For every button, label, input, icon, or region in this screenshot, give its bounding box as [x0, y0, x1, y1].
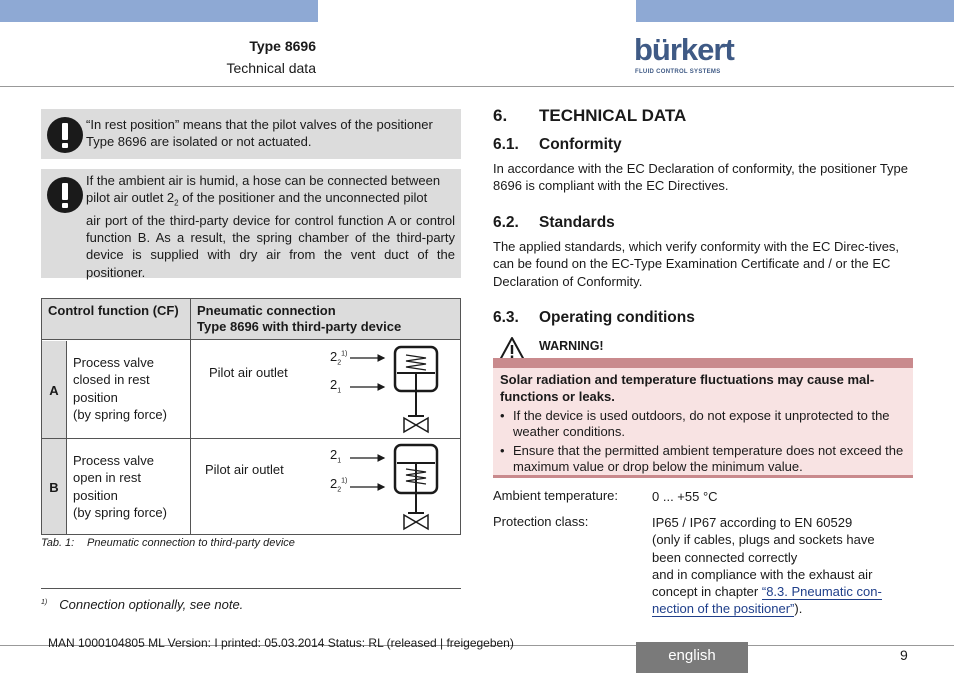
port-label: $2_2^{1)}$ — [330, 476, 348, 494]
header-bar-right — [636, 0, 954, 22]
port-label: $2_2^{1)}$ — [330, 349, 348, 367]
logo-wordmark: bürkert — [634, 32, 734, 67]
heading-operating-conditions: 6.3. Operating conditions — [493, 309, 695, 326]
port-label: $2_1$ — [330, 377, 342, 395]
note-text — [86, 172, 455, 281]
logo-tagline: FLUID CONTROL SYSTEMS — [635, 69, 721, 75]
warning-bullet: • If the device is used outdoors, do not expose it unprotected to the weather conditions. — [500, 408, 890, 439]
row-letter: B — [49, 480, 59, 495]
note-text — [86, 116, 455, 150]
protection-class-value: IP65 / IP67 according to EN 60529 (only if cables, plugs and sockets have been connected correctly and in compliance with the exhaust air concept in chapter “8.3. Pneumatic con- nection of the positioner”). — [652, 515, 882, 617]
conformity-text: In accordance with the EC Declaration of conformity, the positioner Type 8696 is compliant with the EC Directives. — [493, 161, 909, 194]
note-line: pilot air outlet $2_2$ of the positioner and the unconnected pilot — [86, 190, 428, 208]
port-label: $2_1$ — [330, 447, 342, 465]
table-header-control-function: Control function (CF) — [48, 303, 179, 318]
row-letter: A — [49, 383, 59, 398]
row-description: Process valve open in rest position (by spring force) — [73, 453, 167, 520]
note-box-rest-position — [41, 109, 461, 159]
note-line: “In rest position” means that the pilot valves of the positioner — [86, 117, 433, 132]
header-bar-left — [0, 0, 318, 22]
warning-headline: Solar radiation and temperature fluctuations may cause mal-functions or leaks. — [500, 372, 875, 404]
valve-diagram-b — [348, 441, 448, 533]
document-subtitle: Technical data — [226, 60, 316, 76]
protection-class-label: Protection class: — [493, 514, 589, 529]
document-type-title: Type 8696 — [249, 38, 316, 54]
heading-standards: 6.2. Standards — [493, 214, 615, 231]
pilot-air-outlet-label: Pilot air outlet — [209, 365, 288, 380]
header-divider — [0, 86, 954, 87]
note-line: Type 8696 are isolated or not actuated. — [86, 134, 312, 150]
warning-bar — [493, 358, 913, 368]
burkert-logo — [634, 32, 734, 80]
table-header-row — [42, 299, 460, 340]
row-divider — [42, 438, 460, 439]
document-status-line: MAN 1000104805 ML Version: I printed: 05.03.2014 Status: RL (released | freigegeben) — [48, 636, 514, 650]
footnote: $^{1)}$ Connection optionally, see note. — [41, 597, 244, 612]
ambient-temperature-value: 0 ... +55 °C — [652, 489, 718, 504]
page-number: 9 — [900, 647, 908, 663]
row-description: Process valve closed in rest position (by spring force) — [73, 355, 167, 422]
column-divider — [190, 299, 191, 534]
valve-diagram-a — [348, 343, 448, 437]
warning-bullet: • Ensure that the permitted ambient temperature does not exceed the maximum value or drop below the minimum value. — [500, 443, 904, 474]
exclamation-icon — [47, 177, 83, 213]
language-tab: english — [636, 642, 748, 673]
exclamation-icon — [47, 117, 83, 153]
footnote-divider — [41, 588, 461, 589]
table-header-pneumatic-connection: Pneumatic connection Type 8696 with third-party device — [197, 303, 402, 334]
chapter-link-pneumatic-connection[interactable]: “8.3. Pneumatic con- — [761, 584, 882, 600]
section-heading-technical-data: 6. TECHNICAL DATA — [493, 106, 687, 125]
standards-text: The applied standards, which verify conformity with the EC Direc-tives, can be found on the EC-Type Examination Certificate and / or the EC Declaration of Conformity. — [493, 239, 900, 289]
note-box-humid-air — [41, 169, 461, 278]
heading-conformity: 6.1. Conformity — [493, 136, 622, 153]
pilot-air-outlet-label: Pilot air outlet — [205, 462, 284, 477]
note-line: If the ambient air is humid, a hose can be connected between — [86, 173, 441, 188]
note-line: air port of the third-party device for control function A or control function B. As a result, the spring chamber of the third-party device is supplied with dry air from the vent duct of the positioner. — [86, 213, 455, 280]
ambient-temperature-label: Ambient temperature: — [493, 488, 619, 503]
pneumatic-connection-table — [41, 298, 461, 535]
chapter-link-pneumatic-connection[interactable]: nection of the positioner” — [652, 601, 795, 617]
warning-box — [493, 368, 913, 478]
warning-label: WARNING! — [539, 339, 604, 353]
table-caption: Tab. 1: Pneumatic connection to third-party device — [41, 537, 295, 549]
